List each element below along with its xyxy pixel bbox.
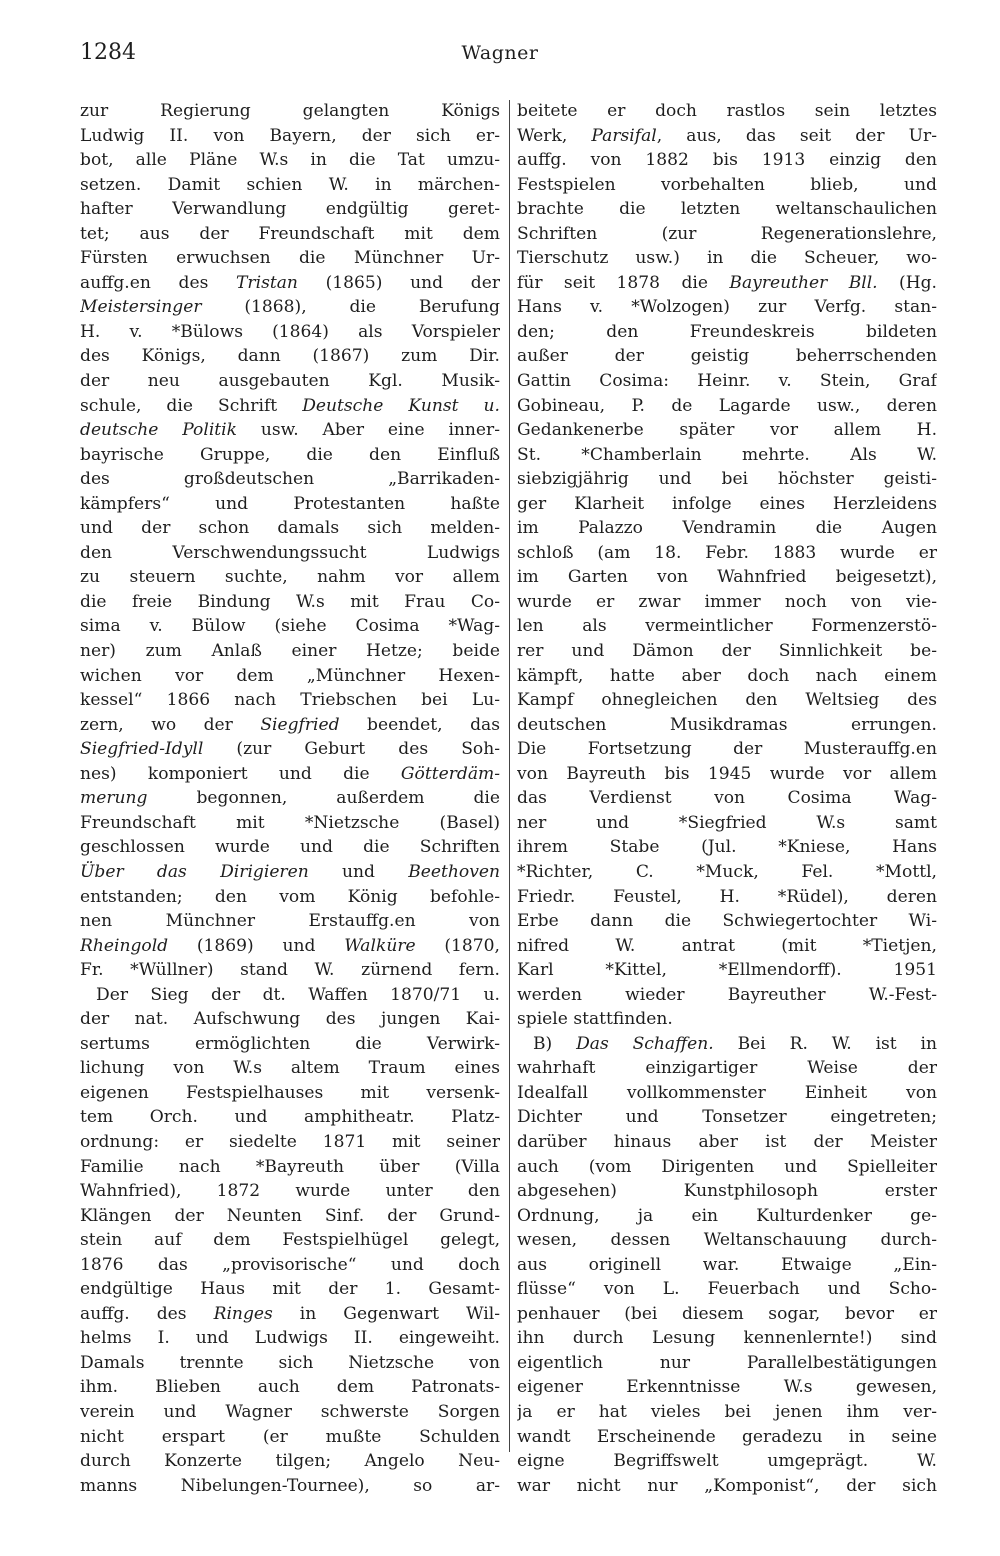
column-divider: [509, 100, 510, 1452]
text-line: im Palazzo Vendramin die Augen: [517, 518, 937, 539]
text-line: Rheingold (1869) und Walküre (1870,: [80, 935, 500, 956]
text-line: deutsche Politik usw. Aber eine inner-: [80, 420, 500, 441]
text-line: deutschen Musikdramas errungen.: [517, 714, 937, 735]
text-line: Schriften (zur Regenerationslehre,: [517, 223, 937, 244]
text-line: Gedankenerbe später vor allem H.: [517, 420, 937, 441]
text-line: beitete er doch rastlos sein letztes: [517, 101, 937, 121]
text-line: Damals trennte sich Nietzsche von: [80, 1352, 500, 1373]
text-line: der neu ausgebauten Kgl. Musik-: [80, 371, 500, 392]
text-line: Tierschutz usw.) in die Scheuer, wo-: [517, 248, 937, 269]
text-line: kessel“ 1866 nach Triebschen bei Lu-: [80, 690, 500, 711]
text-line: lichung von W.s altem Traum eines: [80, 1058, 500, 1079]
text-line: ja er hat vieles bei jenen ihm ver-: [517, 1401, 937, 1422]
text-line: Familie nach *Bayreuth über (Villa: [80, 1156, 500, 1177]
text-line: Festspielen vorbehalten blieb, und: [517, 174, 937, 195]
text-line: aus originell war. Etwaige „Ein-: [517, 1254, 937, 1275]
text-line: Ordnung, ja ein Kulturdenker ge-: [517, 1205, 937, 1226]
text-line: kämpfers“ und Protestanten haßte: [80, 493, 500, 514]
text-line: auffg. von 1882 bis 1913 einzig den: [517, 150, 937, 171]
text-line: den Verschwendungssucht Ludwigs: [80, 542, 500, 563]
text-line: siebzigjährig und bei höchster geisti-: [517, 469, 937, 490]
text-line: den; den Freundeskreis bildeten: [517, 321, 937, 342]
text-line: stein auf dem Festspielhügel gelegt,: [80, 1230, 500, 1251]
text-line: nifred W. antrat (mit *Tietjen,: [517, 935, 937, 956]
text-line: bayrische Gruppe, die den Einfluß: [80, 444, 500, 465]
text-line: nicht erspart (er mußte Schulden: [80, 1426, 500, 1447]
text-line: Meistersinger (1868), die Berufung: [80, 297, 500, 318]
text-line: Der Sieg der dt. Waffen 1870/71 u.: [96, 984, 500, 1005]
text-line: merung begonnen, außerdem die: [80, 788, 500, 809]
text-line: ihrem Stabe (Jul. *Kniese, Hans: [517, 837, 937, 858]
text-line: eigener Erkenntnisse W.s gewesen,: [517, 1377, 937, 1398]
text-line: der nat. Aufschwung des jungen Kai-: [80, 1009, 500, 1030]
text-line: wichen vor dem „Münchner Hexen-: [80, 665, 500, 686]
page-number: 1284: [80, 40, 136, 65]
text-line: *Richter, C. *Muck, Fel. *Mottl,: [517, 861, 937, 882]
text-line: zu steuern suchte, nahm vor allem: [80, 567, 500, 588]
text-line: die freie Bindung W.s mit Frau Co-: [80, 591, 500, 612]
text-line: Wahnfried), 1872 wurde unter den: [80, 1181, 500, 1202]
text-line: Siegfried-Idyll (zur Geburt des Soh-: [80, 739, 500, 760]
text-line: außer der geistig beherrschenden: [517, 346, 937, 367]
running-title: Wagner: [461, 42, 539, 64]
text-line: wesen, dessen Weltanschauung durch-: [517, 1230, 937, 1251]
text-line: tet; aus der Freundschaft mit dem: [80, 223, 500, 244]
text-line: 1876 das „provisorische“ und doch: [80, 1254, 500, 1275]
text-line: hafter Verwandlung endgültig geret-: [80, 199, 500, 220]
text-line: setzen. Damit schien W. in märchen-: [80, 174, 500, 195]
text-line: entstanden; den vom König befohle-: [80, 886, 500, 907]
text-line: wahrhaft einzigartiger Weise der: [517, 1058, 937, 1079]
text-line: eigentlich nur Parallelbestätigungen: [517, 1352, 937, 1373]
text-line: rer und Dämon der Sinnlichkeit be-: [517, 641, 937, 662]
text-line: Hans v. *Wolzogen) zur Verfg. stan-: [517, 297, 937, 318]
text-line: darüber hinaus aber ist der Meister: [517, 1131, 937, 1152]
text-line: Fr. *Wüllner) stand W. zürnend fern.: [80, 960, 500, 981]
text-line: Fürsten erwuchsen die Münchner Ur-: [80, 248, 500, 269]
text-line: ner) zum Anlaß einer Hetze; beide: [80, 641, 500, 662]
text-line: Kampf ohnegleichen den Weltsieg des: [517, 690, 937, 711]
text-line: nen Münchner Erstauffg.en von: [80, 911, 500, 932]
text-line: war nicht nur „Komponist“, der sich: [517, 1475, 937, 1496]
text-line: Klängen der Neunten Sinf. der Grund-: [80, 1205, 500, 1226]
text-line: sertums ermöglichten die Verwirk-: [80, 1033, 500, 1054]
text-line: flüsse“ von L. Feuerbach und Scho-: [517, 1279, 937, 1300]
text-line: durch Konzerte tilgen; Angelo Neu-: [80, 1451, 500, 1472]
text-line: abgesehen) Kunstphilosoph erster: [517, 1181, 937, 1202]
text-line: ger Klarheit infolge eines Herzleidens: [517, 493, 937, 514]
text-line: bot, alle Pläne W.s in die Tat umzu-: [80, 150, 500, 171]
text-line: Gattin Cosima: Heinr. v. Stein, Graf: [517, 371, 937, 392]
text-line: len als vermeintlicher Formenzerstö-: [517, 616, 937, 637]
text-line: Gobineau, P. de Lagarde usw., deren: [517, 395, 937, 416]
text-line: penhauer (bei diesem sogar, bevor er: [517, 1303, 937, 1324]
text-line: helms I. und Ludwigs II. eingeweiht.: [80, 1328, 500, 1349]
text-line: Werk, Parsifal, aus, das seit der Ur-: [517, 125, 937, 146]
text-line: von Bayreuth bis 1945 wurde vor allem: [517, 763, 937, 784]
text-line: tem Orch. und amphitheatr. Platz-: [80, 1107, 500, 1128]
right-column: [517, 99, 937, 1498]
text-line: spiele stattfinden.: [517, 1009, 673, 1030]
text-line: zur Regierung gelangten Königs: [80, 101, 500, 121]
text-line: geschlossen wurde und die Schriften: [80, 837, 500, 858]
text-line: eigenen Festspielhauses mit versenk-: [80, 1082, 500, 1103]
text-line: verein und Wagner schwerste Sorgen: [80, 1401, 500, 1422]
text-line: Die Fortsetzung der Musterauffg.en: [517, 739, 937, 760]
text-line: ordnung: er siedelte 1871 mit seiner: [80, 1131, 500, 1152]
text-line: wandt Erscheinende geradezu in seine: [517, 1426, 937, 1447]
text-line: ihm. Blieben auch dem Patronats-: [80, 1377, 500, 1398]
text-line: B) Das Schaffen. Bei R. W. ist in: [533, 1033, 937, 1054]
text-line: schloß (am 18. Febr. 1883 wurde er: [517, 542, 937, 563]
text-line: Idealfall vollkommenster Einheit von: [517, 1082, 937, 1103]
text-line: ihn durch Lesung kennenlernte!) sind: [517, 1328, 937, 1349]
text-line: des großdeutschen „Barrikaden-: [80, 469, 500, 490]
text-line: endgültige Haus mit der 1. Gesamt-: [80, 1279, 500, 1300]
text-line: kämpft, hatte aber doch nach einem: [517, 665, 937, 686]
text-line: das Verdienst von Cosima Wag-: [517, 788, 937, 809]
text-line: eigne Begriffswelt umgeprägt. W.: [517, 1451, 937, 1472]
text-line: Erbe dann die Schwiegertochter Wi-: [517, 911, 937, 932]
text-line: und der schon damals sich melden-: [80, 518, 500, 539]
text-line: Friedr. Feustel, H. *Rüdel), deren: [517, 886, 937, 907]
text-line: Über das Dirigieren und Beethoven: [80, 861, 500, 882]
text-line: Dichter und Tonsetzer eingetreten;: [517, 1107, 937, 1128]
text-line: des Königs, dann (1867) zum Dir.: [80, 346, 500, 367]
text-line: auffg.en des Tristan (1865) und der: [80, 272, 500, 293]
text-line: Freundschaft mit *Nietzsche (Basel): [80, 812, 500, 833]
text-line: Ludwig II. von Bayern, der sich er-: [80, 125, 500, 146]
text-line: Karl *Kittel, *Ellmendorff). 1951: [517, 960, 937, 981]
text-line: nes) komponiert und die Götterdäm-: [80, 763, 500, 784]
text-line: werden wieder Bayreuther W.-Fest-: [517, 984, 937, 1005]
text-line: brachte die letzten weltanschaulichen: [517, 199, 937, 220]
text-line: sima v. Bülow (siehe Cosima *Wag-: [80, 616, 500, 637]
left-column: [80, 99, 500, 1498]
text-line: schule, die Schrift Deutsche Kunst u.: [80, 395, 500, 416]
text-line: im Garten von Wahnfried beigesetzt),: [517, 567, 937, 588]
text-line: für seit 1878 die Bayreuther Bll. (Hg.: [517, 272, 937, 293]
text-line: H. v. *Bülows (1864) als Vorspieler: [80, 321, 500, 342]
text-line: zern, wo der Siegfried beendet, das: [80, 714, 500, 735]
text-line: ner und *Siegfried W.s samt: [517, 812, 937, 833]
text-line: manns Nibelungen-Tournee), so ar-: [80, 1475, 500, 1496]
text-line: auch (vom Dirigenten und Spielleiter: [517, 1156, 937, 1177]
text-line: auffg. des Ringes in Gegenwart Wil-: [80, 1303, 500, 1324]
text-line: St. *Chamberlain mehrte. Als W.: [517, 444, 937, 465]
text-line: wurde er zwar immer noch von vie-: [517, 591, 937, 612]
